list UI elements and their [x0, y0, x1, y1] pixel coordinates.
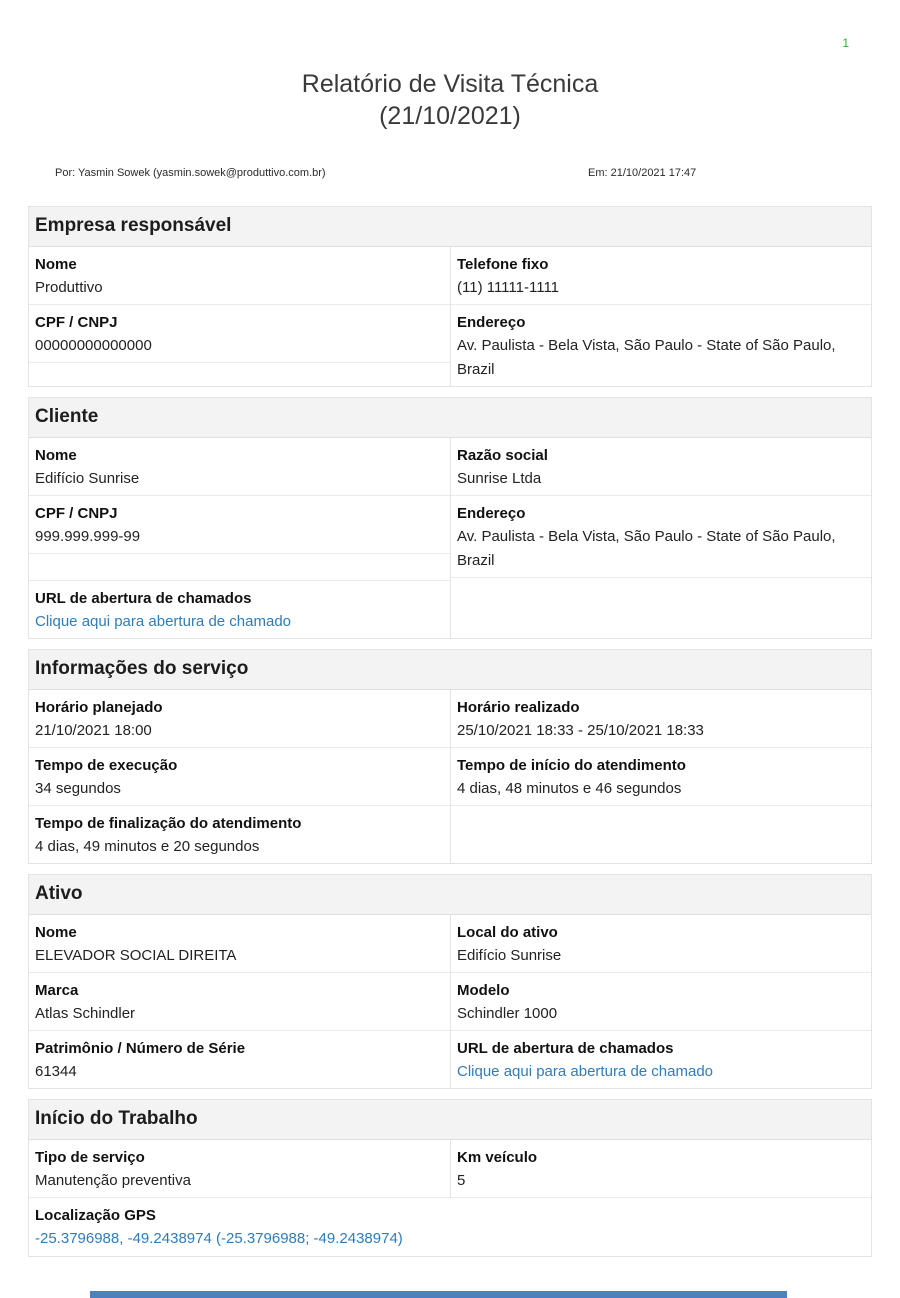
field-label: Razão social	[457, 447, 548, 464]
field-nome	[29, 915, 450, 973]
section-inicio-trabalho	[28, 1099, 872, 1257]
field-km-veiculo	[451, 1140, 871, 1198]
column-left	[29, 1140, 450, 1198]
field-label: Tipo de serviço	[35, 1149, 145, 1166]
column-right	[450, 1140, 871, 1198]
section-columns	[29, 915, 871, 1088]
field-value: Manutenção preventiva	[35, 1172, 191, 1189]
field-label: Local do ativo	[457, 924, 558, 941]
field-tempo-inicio-atendimento	[451, 748, 871, 806]
section-title: Empresa responsável	[29, 207, 871, 247]
byline	[0, 167, 900, 181]
field-label: Km veículo	[457, 1149, 538, 1166]
column-right	[450, 438, 871, 638]
empty-cell	[29, 363, 450, 386]
field-label: Patrimônio / Número de Série	[35, 1040, 246, 1057]
field-label: Nome	[35, 256, 77, 273]
field-url-abertura-chamados	[29, 581, 450, 638]
section-columns	[29, 438, 871, 638]
field-value: Edifício Sunrise	[457, 947, 562, 964]
field-value: Av. Paulista - Bela Vista, São Paulo - State of São Paulo, Brazil	[457, 337, 836, 378]
section-columns	[29, 690, 871, 863]
field-horario-planejado	[29, 690, 450, 748]
section-empresa-responsavel	[28, 206, 872, 387]
field-value: Edifício Sunrise	[35, 470, 140, 487]
empty-cell	[451, 806, 871, 863]
empty-cell	[451, 578, 871, 638]
column-left	[29, 690, 450, 863]
field-nome	[29, 438, 450, 496]
column-left	[29, 438, 450, 638]
field-label: Horário realizado	[457, 699, 580, 716]
field-label: CPF / CNPJ	[35, 314, 118, 331]
field-value: 21/10/2021 18:00	[35, 722, 152, 739]
field-label: Modelo	[457, 982, 510, 999]
field-label: Nome	[35, 447, 77, 464]
field-value: Schindler 1000	[457, 1005, 558, 1022]
section-informacoes-servico	[28, 649, 872, 864]
field-label: Telefone fixo	[457, 256, 549, 273]
field-label: URL de abertura de chamados	[457, 1040, 674, 1057]
field-patrimonio-numero-serie	[29, 1031, 450, 1088]
section-cliente	[28, 397, 872, 639]
field-value: 25/10/2021 18:33 - 25/10/2021 18:33	[457, 722, 704, 739]
gps-location-link[interactable]: -25.3796988, -49.2438974 (-25.3796988; -49.2438974)	[35, 1230, 403, 1247]
field-modelo	[451, 973, 871, 1031]
map-preview-strip	[90, 1291, 787, 1298]
field-label: Localização GPS	[35, 1207, 156, 1224]
field-label: URL de abertura de chamados	[35, 590, 252, 607]
field-cpf-cnpj	[29, 305, 450, 363]
page-number: 1	[842, 36, 849, 50]
empty-cell	[29, 554, 450, 581]
field-value: 61344	[35, 1063, 77, 1080]
field-tempo-execucao	[29, 748, 450, 806]
field-label: Marca	[35, 982, 79, 999]
field-value: 00000000000000	[35, 337, 152, 354]
field-label: Nome	[35, 924, 77, 941]
field-value: Produttivo	[35, 279, 103, 296]
field-value: 4 dias, 48 minutos e 46 segundos	[457, 780, 682, 797]
section-columns	[29, 1140, 871, 1198]
section-title: Cliente	[29, 398, 871, 438]
field-label: Horário planejado	[35, 699, 163, 716]
field-value: Sunrise Ltda	[457, 470, 542, 487]
column-left	[29, 247, 450, 386]
report-date-subtitle: (21/10/2021)	[379, 102, 521, 130]
field-url-abertura-chamados	[451, 1031, 871, 1088]
section-ativo	[28, 874, 872, 1089]
field-tipo-servico	[29, 1140, 450, 1198]
field-tempo-finalizacao	[29, 806, 450, 863]
field-label: Endereço	[457, 314, 526, 331]
field-label: CPF / CNPJ	[35, 505, 118, 522]
field-horario-realizado	[451, 690, 871, 748]
column-left	[29, 915, 450, 1088]
field-value: (11) 11111-1111	[457, 279, 560, 296]
section-columns	[29, 247, 871, 386]
field-endereco	[451, 496, 871, 578]
field-value: 999.999.999-99	[35, 528, 141, 545]
field-value: Atlas Schindler	[35, 1005, 136, 1022]
field-label: Tempo de início do atendimento	[457, 757, 686, 774]
field-value: ELEVADOR SOCIAL DIREITA	[35, 947, 237, 964]
field-value: Av. Paulista - Bela Vista, São Paulo - State of São Paulo, Brazil	[457, 528, 836, 569]
field-nome	[29, 247, 450, 305]
generated-at: Em: 21/10/2021 17:47	[588, 167, 697, 179]
field-endereco	[451, 305, 871, 386]
section-title: Início do Trabalho	[29, 1100, 871, 1140]
column-right	[450, 690, 871, 863]
field-value: 5	[457, 1172, 466, 1189]
field-value: 34 segundos	[35, 780, 121, 797]
field-cpf-cnpj	[29, 496, 450, 554]
field-label: Tempo de finalização do atendimento	[35, 815, 302, 832]
field-marca	[29, 973, 450, 1031]
report-title-block	[0, 0, 900, 132]
field-localizacao-gps	[29, 1198, 871, 1256]
column-right	[450, 247, 871, 386]
field-label: Tempo de execução	[35, 757, 178, 774]
report-title: Relatório de Visita Técnica	[301, 70, 599, 98]
author-line: Por: Yasmin Sowek (yasmin.sowek@produttivo.com.br)	[55, 167, 326, 179]
field-label: Endereço	[457, 505, 526, 522]
report-body	[28, 206, 872, 1257]
field-local-ativo	[451, 915, 871, 973]
open-ticket-link[interactable]: Clique aqui para abertura de chamado	[457, 1063, 714, 1080]
field-razao-social	[451, 438, 871, 496]
section-title: Ativo	[29, 875, 871, 915]
field-value: 4 dias, 49 minutos e 20 segundos	[35, 838, 260, 855]
open-ticket-link[interactable]: Clique aqui para abertura de chamado	[35, 613, 292, 630]
section-title: Informações do serviço	[29, 650, 871, 690]
column-right	[450, 915, 871, 1088]
field-telefone-fixo	[451, 247, 871, 305]
